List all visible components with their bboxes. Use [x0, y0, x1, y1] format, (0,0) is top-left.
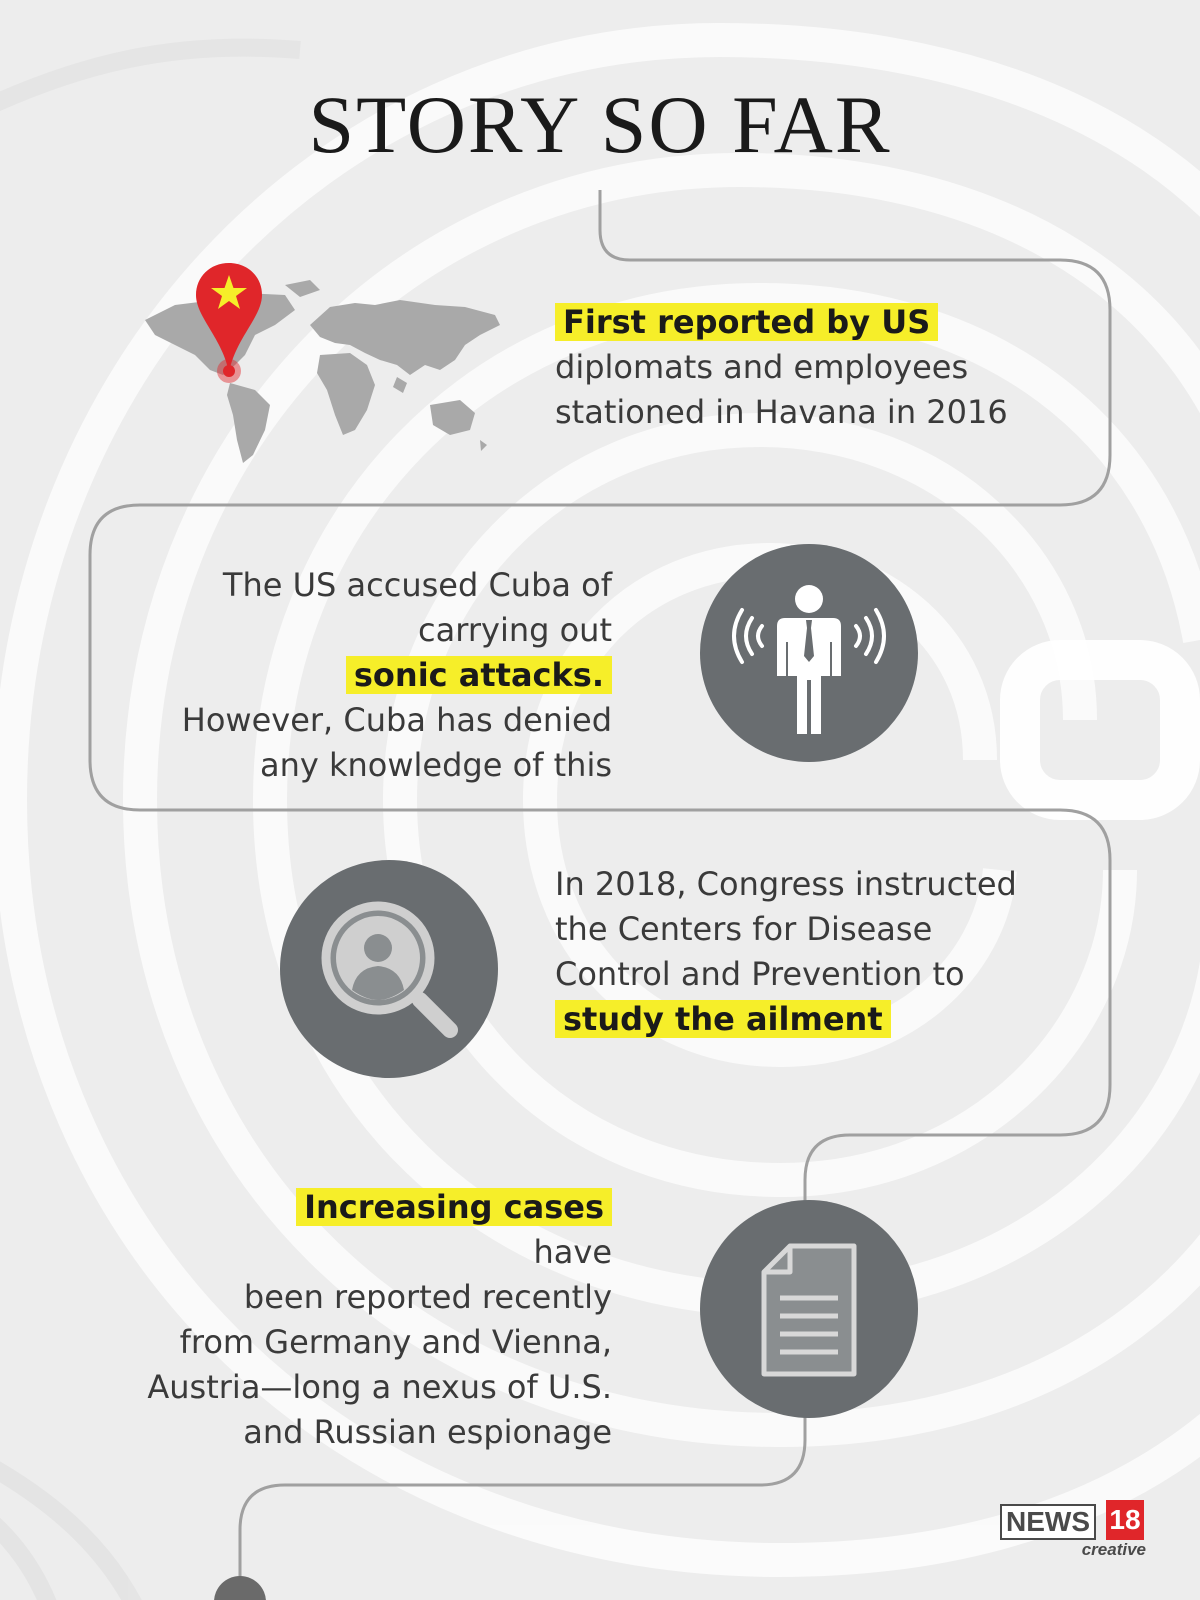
text-line: diplomats and employees	[555, 348, 969, 386]
highlight-text: Increasing cases	[296, 1188, 612, 1226]
logo-number: 18	[1106, 1500, 1144, 1540]
text-line: stationed in Havana in 2016	[555, 393, 1008, 431]
person-sound-waves-icon	[700, 544, 918, 762]
document-icon	[700, 1200, 918, 1418]
text-line: Austria—long a nexus of U.S.	[147, 1368, 612, 1406]
text-line: have	[533, 1233, 612, 1271]
highlight-text: study the ailment	[555, 1000, 891, 1038]
highlight-text: First reported by US	[555, 303, 938, 341]
item-2-text	[110, 563, 612, 788]
world-map-pin-icon	[135, 265, 515, 475]
text-line: However, Cuba has denied	[181, 701, 612, 739]
logo-news: NEWS	[1000, 1504, 1096, 1540]
logo-subtitle: creative	[1081, 1540, 1146, 1559]
text-line: Control and Prevention to	[555, 955, 965, 993]
highlight-text: sonic attacks.	[346, 656, 612, 694]
page-title: STORY SO FAR	[308, 79, 892, 170]
text-line: carrying out	[418, 611, 612, 649]
text-line: the Centers for Disease	[555, 910, 933, 948]
magnifier-person-icon	[280, 860, 498, 1078]
text-line: and Russian espionage	[243, 1413, 612, 1451]
text-line: In 2018, Congress instructed	[555, 865, 1017, 903]
text-line: The US accused Cuba of	[222, 566, 612, 604]
item-1-text	[555, 300, 1075, 435]
item-4-text	[110, 1185, 612, 1455]
item-3-text	[555, 862, 1085, 1042]
text-line: been reported recently	[243, 1278, 612, 1316]
text-line: from Germany and Vienna,	[179, 1323, 612, 1361]
news18-logo	[1000, 1500, 1146, 1560]
text-line: any knowledge of this	[259, 746, 612, 784]
